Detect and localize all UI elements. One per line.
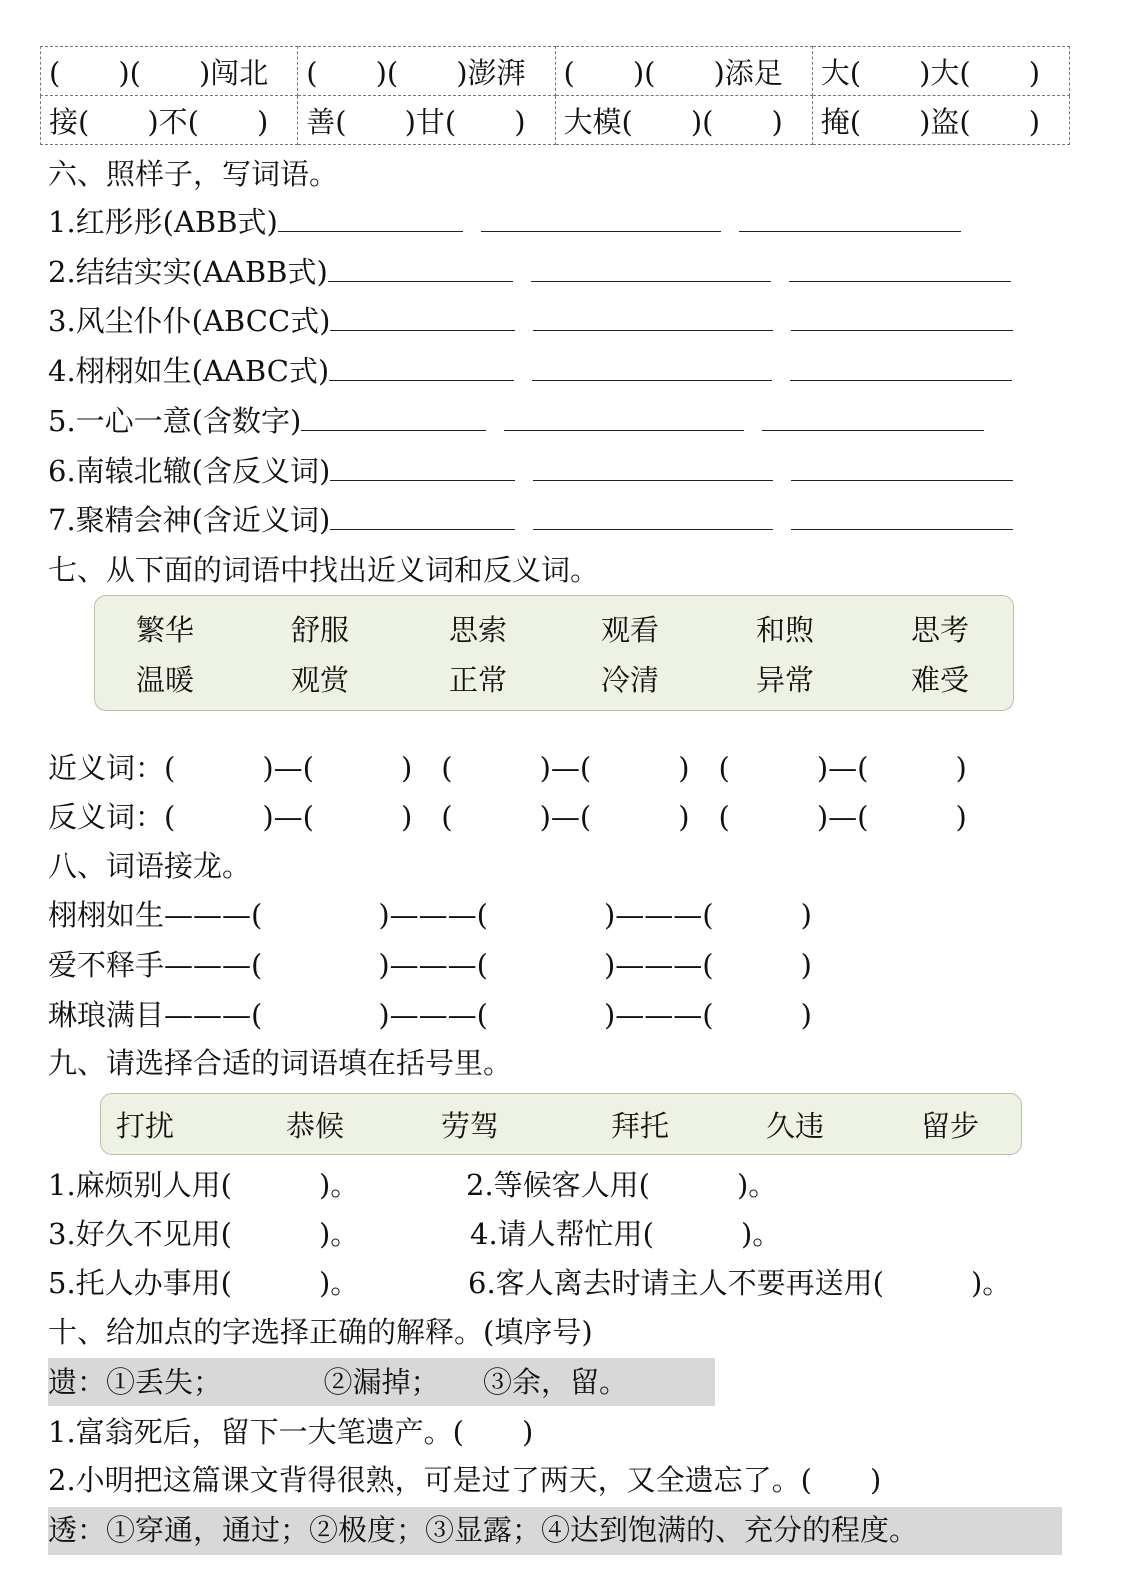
section-7-title: 七、从下面的词语中找出近义词和反义词。 <box>48 553 600 587</box>
chain-line[interactable]: 栩栩如生———( )———( )———( ) <box>48 898 812 932</box>
question[interactable]: 2.等候客人用( )。 <box>466 1168 778 1202</box>
chain-line[interactable]: 琳琅满目———( )———( )———( ) <box>48 998 812 1032</box>
answer-blank[interactable] <box>531 253 771 282</box>
idiom-cell[interactable]: 掩( )盗( ) <box>812 96 1069 145</box>
word-row <box>136 608 969 649</box>
word: 观看 <box>601 613 660 647</box>
word: 观赏 <box>291 663 350 697</box>
pattern-item <box>48 401 1002 441</box>
answer-blank[interactable] <box>504 402 744 431</box>
section-10-title: 十、给加点的字选择正确的解释。(填序号) <box>48 1315 593 1349</box>
word: 拜托 <box>611 1109 670 1143</box>
answer-blank[interactable] <box>533 501 773 530</box>
idiom-fill-table <box>40 46 1070 145</box>
word-row <box>116 1104 979 1145</box>
pattern-item <box>48 301 1031 341</box>
word: 冷清 <box>601 663 660 697</box>
question[interactable]: 4.请人帮忙用( )。 <box>470 1217 782 1251</box>
answer-blank[interactable] <box>791 452 1013 481</box>
answer-blank[interactable] <box>330 452 515 481</box>
pattern-item <box>48 252 1029 292</box>
definition-tou: 透：①穿通，通过；②极度；③显露；④达到饱满的、充分的程度。 <box>48 1513 919 1547</box>
answer-blank[interactable] <box>533 302 773 331</box>
idiom-cell[interactable]: 大( )大( ) <box>812 47 1069 96</box>
answer-blank[interactable] <box>330 302 515 331</box>
idiom-cell[interactable]: ( )( )添足 <box>555 47 812 96</box>
answer-blank[interactable] <box>789 253 1011 282</box>
answer-blank[interactable] <box>791 501 1013 530</box>
question[interactable]: 1.麻烦别人用( )。 <box>48 1168 360 1202</box>
word: 正常 <box>449 663 508 697</box>
question[interactable]: 5.托人办事用( )。 <box>48 1266 360 1300</box>
pattern-item <box>48 351 1030 391</box>
word: 久违 <box>766 1109 825 1143</box>
word: 和煦 <box>756 613 815 647</box>
pattern-item <box>48 202 979 242</box>
word: 思考 <box>911 613 970 647</box>
question[interactable]: 1.富翁死后，留下一大笔遗产。( ) <box>48 1415 534 1449</box>
pattern-label: 6.南辕北辙(含反义词) <box>48 453 331 488</box>
word: 恭候 <box>286 1109 345 1143</box>
answer-blank[interactable] <box>301 402 486 431</box>
answer-blank[interactable] <box>329 352 514 381</box>
idiom-cell[interactable]: ( )( )澎湃 <box>298 47 555 96</box>
pattern-label: 5.一心一意(含数字) <box>48 403 302 438</box>
section-9-title: 九、请选择合适的词语填在括号里。 <box>48 1046 513 1080</box>
answer-blank[interactable] <box>481 203 721 232</box>
idiom-cell[interactable]: 接( )不( ) <box>41 96 298 145</box>
pattern-item <box>48 451 1031 491</box>
word: 留步 <box>921 1109 980 1143</box>
answer-blank[interactable] <box>762 402 984 431</box>
answer-blank[interactable] <box>532 352 772 381</box>
word: 繁华 <box>136 613 195 647</box>
answer-blank[interactable] <box>330 501 515 530</box>
idiom-cell[interactable]: ( )( )闯北 <box>41 47 298 96</box>
word: 打扰 <box>116 1109 175 1143</box>
answer-blank[interactable] <box>328 253 513 282</box>
definition-yi: 遗：①丢失； ②漏掉； ③余，留。 <box>48 1365 629 1399</box>
idiom-cell[interactable]: 善( )甘( ) <box>298 96 555 145</box>
pattern-label: 4.栩栩如生(AABC式) <box>48 354 330 389</box>
section-8-title: 八、词语接龙。 <box>48 849 252 883</box>
word: 难受 <box>911 663 970 697</box>
question[interactable]: 6.客人离去时请主人不要再送用( )。 <box>468 1266 1012 1300</box>
pattern-label: 7.聚精会神(含近义词) <box>48 503 331 538</box>
pattern-label: 2.结结实实(AABB式) <box>48 254 328 289</box>
word: 思索 <box>449 613 508 647</box>
answer-blank[interactable] <box>791 302 1013 331</box>
chain-line[interactable]: 爱不释手———( )———( )———( ) <box>48 948 812 982</box>
answer-blank[interactable] <box>739 203 961 232</box>
word: 异常 <box>756 663 815 697</box>
answer-blank[interactable] <box>790 352 1012 381</box>
pattern-item <box>48 500 1031 540</box>
word-row <box>136 658 969 699</box>
synonym-line[interactable]: 近义词：( )—( ) ( )—( ) ( )—( ) <box>48 751 967 785</box>
section-6-title: 六、照样子，写词语。 <box>48 157 339 191</box>
answer-blank[interactable] <box>533 452 773 481</box>
pattern-label: 1.红彤彤(ABB式) <box>48 205 278 239</box>
idiom-cell[interactable]: 大模( )( ) <box>555 96 812 145</box>
word: 劳驾 <box>441 1109 500 1143</box>
question[interactable]: 3.好久不见用( )。 <box>48 1217 360 1251</box>
question[interactable]: 2.小明把这篇课文背得很熟，可是过了两天，又全遗忘了。( ) <box>48 1463 882 1497</box>
antonym-line[interactable]: 反义词：( )—( ) ( )—( ) ( )—( ) <box>48 800 967 834</box>
word: 温暖 <box>136 663 195 697</box>
pattern-label: 3.风尘仆仆(ABCC式) <box>48 304 331 339</box>
answer-blank[interactable] <box>278 203 463 232</box>
word: 舒服 <box>291 613 350 647</box>
